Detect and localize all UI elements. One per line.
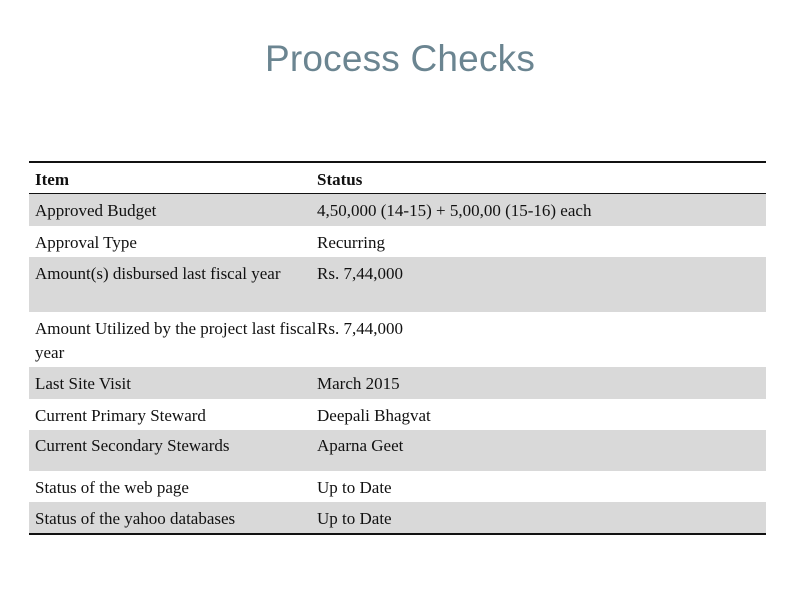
row-status-value: Up to Date [317, 509, 392, 528]
table-row [29, 399, 766, 430]
row-item-label: Amount(s) disbursed last fiscal year [35, 264, 281, 283]
row-item-label: Approved Budget [35, 201, 157, 220]
row-item-label: Current Primary Steward [35, 406, 206, 425]
row-status-value: Rs. 7,44,000 [317, 264, 403, 283]
row-status-value: Aparna Geet [317, 436, 404, 455]
row-status-value: Recurring [317, 233, 385, 252]
row-status-value: March 2015 [317, 374, 400, 393]
table-header-row [29, 163, 766, 194]
row-item-label: Current Secondary Stewards [35, 436, 230, 455]
row-status-value: Up to Date [317, 478, 392, 497]
column-header-status: Status [317, 170, 363, 189]
row-status-value: 4,50,000 (14-15) + 5,00,00 (15-16) each [317, 201, 592, 220]
row-item-label: Last Site Visit [35, 374, 131, 393]
table-row [29, 502, 766, 533]
table-row [29, 430, 766, 471]
table-row [29, 194, 766, 226]
table-row [29, 226, 766, 257]
process-checks-table [29, 161, 766, 535]
table-row [29, 471, 766, 502]
row-status-value: Rs. 7,44,000 [317, 319, 403, 338]
page-title: Process Checks [264, 38, 536, 79]
column-header-item: Item [35, 170, 69, 189]
row-item-label: Status of the web page [35, 478, 189, 497]
row-item-label: Amount Utilized by the project last fiscal year [35, 319, 317, 362]
table-row [29, 257, 766, 312]
row-status-value: Deepali Bhagvat [317, 406, 431, 425]
table-row [29, 367, 766, 399]
row-item-label: Approval Type [35, 233, 137, 252]
table-row [29, 312, 766, 367]
row-item-label: Status of the yahoo databases [35, 509, 236, 528]
